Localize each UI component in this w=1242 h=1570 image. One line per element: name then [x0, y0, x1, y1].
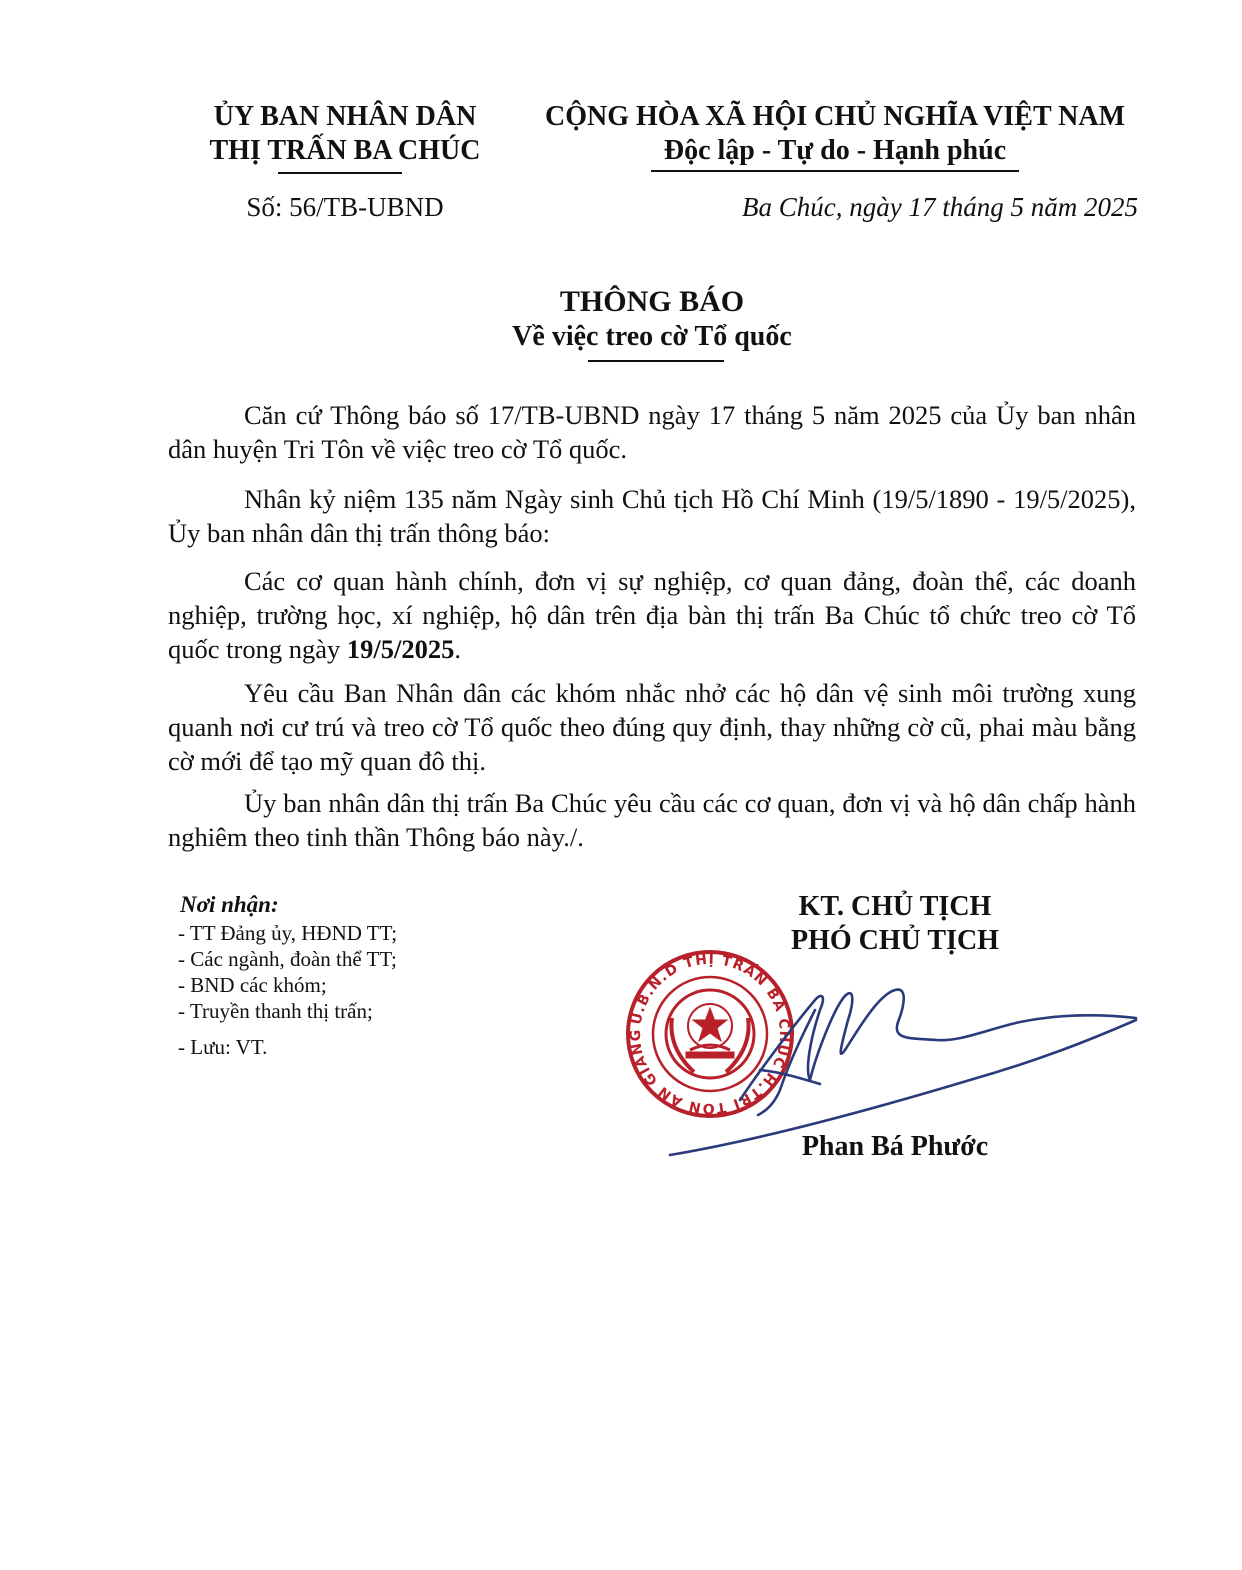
country-name: CỘNG HÒA XÃ HỘI CHỦ NGHĨA VIỆT NAM [544, 101, 1126, 132]
org-underline [278, 172, 402, 174]
recipients-heading: Nơi nhận: [180, 892, 279, 917]
recipient-item: - Lưu: VT. [178, 1035, 268, 1059]
paragraph-4: Yêu cầu Ban Nhân dân các khóm nhắc nhở các hộ dân vệ sinh môi trường xung quanh nơi cư trú và treo cờ Tổ quốc theo đúng quy định, thay những cờ cũ, phai màu bằng cờ mới để tạo mỹ quan đô thị. [168, 678, 1136, 776]
document-title: THÔNG BÁO [559, 285, 745, 318]
org-name-line2: THỊ TRẤN BA CHÚC [209, 135, 481, 166]
signer-title-line2: PHÓ CHỦ TỊCH [791, 925, 999, 956]
recipient-item: - Các ngành, đoàn thể TT; [178, 947, 397, 971]
motto-underline [651, 170, 1019, 172]
paragraph-1: Căn cứ Thông báo số 17/TB-UBND ngày 17 tháng 5 năm 2025 của Ủy ban nhân dân huyện Tri Tôn về việc treo cờ Tổ quốc. [168, 400, 1136, 464]
signer-title-line1: KT. CHỦ TỊCH [798, 891, 992, 922]
paragraph-3: Các cơ quan hành chính, đơn vị sự nghiệp, cơ quan đảng, đoàn thể, các doanh nghiệp, trường học, xí nghiệp, hộ dân trên địa bàn thị trấn Ba Chúc tổ chức treo cờ Tổ quốc trong ngày 19/5/2025. [168, 566, 1136, 664]
title-underline [588, 360, 724, 362]
org-name-line1: ỦY BAN NHÂN DÂN [213, 101, 477, 132]
flag-date: 19/5/2025 [346, 634, 455, 664]
recipient-item: - BND các khóm; [178, 973, 327, 997]
paragraph-5: Ủy ban nhân dân thị trấn Ba Chúc yêu cầu các cơ quan, đơn vị và hộ dân chấp hành nghiêm theo tinh thần Thông báo này./. [168, 788, 1136, 852]
recipient-item: - Truyền thanh thị trấn; [178, 999, 373, 1023]
document-number: Số: 56/TB-UBND [246, 192, 444, 222]
svg-text:U.B.N.D THỊ TRẤN BA CHÚC H.TRI: U.B.N.D THỊ TRẤN BA CHÚC H.TRI TÔN AN GIANG [627, 951, 793, 1117]
national-motto: Độc lập - Tự do - Hạnh phúc [663, 135, 1007, 166]
recipient-item: - TT Đảng ủy, HĐND TT; [178, 921, 398, 945]
signer-name: Phan Bá Phước [801, 1131, 989, 1162]
paragraph-2: Nhân kỷ niệm 135 năm Ngày sinh Chủ tịch Hồ Chí Minh (19/5/1890 - 19/5/2025), Ủy ban nhân dân thị trấn thông báo: [168, 484, 1136, 548]
document-subtitle: Về việc treo cờ Tổ quốc [512, 321, 792, 352]
place-date: Ba Chúc, ngày 17 tháng 5 năm 2025 [742, 192, 1138, 222]
